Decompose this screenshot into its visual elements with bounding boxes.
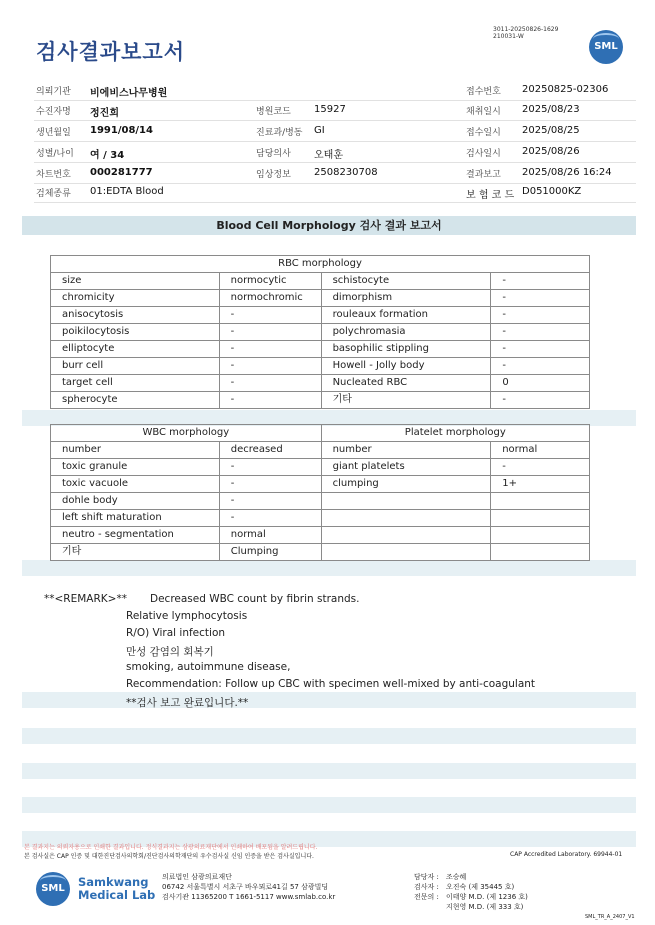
document-id — [493, 26, 558, 40]
item-result — [491, 527, 590, 544]
item-result: - — [491, 290, 590, 307]
field-value: 01:EDTA Blood — [90, 186, 164, 197]
remark-line: 만성 감염의 회복기 — [126, 646, 214, 658]
row-stripe — [22, 763, 636, 779]
item-result — [491, 510, 590, 527]
item-result: normocytic — [219, 273, 321, 290]
table-row — [51, 493, 590, 510]
item-result: - — [219, 459, 321, 476]
table-row — [51, 307, 590, 324]
wbc-platelet-table — [50, 424, 590, 561]
item-result: - — [491, 459, 590, 476]
item-result: - — [491, 307, 590, 324]
field-value: 000281777 — [90, 167, 153, 178]
item-name — [321, 527, 491, 544]
header-row — [34, 100, 636, 121]
item-name: giant platelets — [321, 459, 491, 476]
row-stripe — [22, 797, 636, 813]
footer-note-accreditation: 본 검사실은 CAP 인증 및 대한진단검사의학회/진단검사의학재단의 우수검사실 신임 인증을 받은 검사실입니다. — [24, 853, 314, 860]
field-label: 결과보고 — [466, 170, 501, 180]
header-row — [34, 80, 636, 101]
item-name — [321, 493, 491, 510]
field-label: 임상정보 — [256, 170, 291, 180]
item-result: - — [491, 341, 590, 358]
item-name: 기타 — [51, 544, 220, 561]
staff-role: 검사자 : — [414, 883, 439, 891]
item-result: - — [219, 476, 321, 493]
wbc-header: WBC morphology — [51, 425, 322, 442]
org-contact: 검사기관 11365200 T 1661-5117 www.smlab.co.kr — [162, 893, 336, 901]
item-name: schistocyte — [321, 273, 491, 290]
item-result: - — [219, 358, 321, 375]
brand-name — [78, 876, 155, 902]
field-label: 진료과/병동 — [256, 128, 303, 138]
remark-line: Decreased WBC count by fibrin strands. — [150, 593, 360, 605]
item-result: 0 — [491, 375, 590, 392]
sml-footer-logo-text: SML — [41, 883, 65, 894]
remark-line: R/O) Viral infection — [126, 627, 226, 639]
field-label: 생년월일 — [36, 128, 71, 138]
item-name: size — [51, 273, 220, 290]
header-row — [34, 142, 636, 163]
field-value: 여 / 34 — [90, 150, 125, 161]
item-name — [321, 544, 491, 561]
item-name: toxic granule — [51, 459, 220, 476]
remark-line: smoking, autoimmune disease, — [126, 661, 291, 673]
item-name: neutro - segmentation — [51, 527, 220, 544]
item-result: normochromic — [219, 290, 321, 307]
remark-label: **<REMARK>** — [44, 593, 127, 605]
table-row — [51, 358, 590, 375]
field-value: 정진희 — [90, 108, 119, 119]
field-label: 보 험 코 드 — [466, 190, 515, 201]
org-address: 06742 서울특별시 서초구 바우뫼로41길 57 삼광빌딩 — [162, 883, 329, 891]
field-value: D051000KZ — [522, 186, 582, 197]
item-result: Clumping — [219, 544, 321, 561]
item-name: dimorphism — [321, 290, 491, 307]
item-result: - — [491, 273, 590, 290]
row-stripe — [22, 560, 636, 576]
staff-name: 오진숙 (제 35445 호) — [446, 883, 515, 891]
item-name: spherocyte — [51, 392, 220, 409]
org-name: 의료법인 삼광의료재단 — [162, 873, 232, 881]
field-value: 2025/08/25 — [522, 125, 580, 136]
item-result: - — [219, 493, 321, 510]
item-name: Nucleated RBC — [321, 375, 491, 392]
report-title: 검사결과보고서 — [36, 40, 186, 64]
item-name: 기타 — [321, 392, 491, 409]
item-result: - — [219, 341, 321, 358]
section-title: Blood Cell Morphology 검사 결과 보고서 — [22, 216, 636, 235]
field-label: 수진자명 — [36, 107, 71, 117]
staff-name: 이태양 M.D. (제 1236 호) — [446, 893, 528, 901]
item-result: normal — [219, 527, 321, 544]
item-name: basophilic stippling — [321, 341, 491, 358]
field-value: 비에비스나무병원 — [90, 88, 168, 99]
table-row — [51, 375, 590, 392]
header-row — [34, 182, 636, 203]
field-label: 접수번호 — [466, 87, 501, 97]
doc-id-line-2: 210031-W — [493, 33, 524, 40]
field-label: 담당의사 — [256, 149, 291, 159]
table-row — [51, 341, 590, 358]
platelet-header: Platelet morphology — [321, 425, 589, 442]
item-result: - — [491, 358, 590, 375]
rbc-morphology-table — [50, 255, 590, 409]
field-value: 오태훈 — [314, 150, 343, 161]
row-stripe — [22, 692, 636, 708]
staff-role: 전문의 : — [414, 893, 439, 901]
sml-logo — [589, 30, 623, 64]
field-value: 20250825-02306 — [522, 84, 609, 95]
staff-name: 조승혜 — [446, 873, 467, 881]
remark-line: Relative lymphocytosis — [126, 610, 248, 622]
table-row — [51, 510, 590, 527]
staff-row — [414, 882, 528, 892]
item-name: anisocytosis — [51, 307, 220, 324]
cap-accreditation: CAP Accredited Laboratory. 69944-01 — [510, 851, 623, 858]
form-code: SML_TR_A_2407_V1 — [585, 914, 635, 920]
table-row — [51, 459, 590, 476]
sml-logo-text: SML — [594, 41, 618, 52]
staff-info — [414, 872, 528, 912]
item-result: normal — [491, 442, 590, 459]
item-name: Howell - Jolly body — [321, 358, 491, 375]
field-value: 2508230708 — [314, 167, 378, 178]
staff-row — [414, 892, 528, 902]
item-name: number — [51, 442, 220, 459]
brand-line-2: Medical Lab — [78, 888, 156, 902]
table-row — [51, 273, 590, 290]
field-label: 검체종류 — [36, 189, 71, 199]
item-name: polychromasia — [321, 324, 491, 341]
field-value: GI — [314, 125, 325, 136]
table-row — [51, 290, 590, 307]
staff-name: 지현영 M.D. (제 333 호) — [446, 903, 524, 911]
field-label: 의뢰기관 — [36, 87, 71, 97]
org-info — [162, 872, 335, 902]
staff-row — [414, 872, 528, 882]
field-value: 2025/08/23 — [522, 104, 580, 115]
field-value: 2025/08/26 — [522, 146, 580, 157]
table-row — [51, 324, 590, 341]
staff-row — [414, 902, 528, 912]
item-name: chromicity — [51, 290, 220, 307]
item-name — [321, 510, 491, 527]
field-label: 차트번호 — [36, 170, 71, 180]
doc-id-line-1: 3011-20250826-1629 — [493, 26, 559, 33]
item-name: poikilocytosis — [51, 324, 220, 341]
brand-line-1: Samkwang — [78, 875, 149, 889]
item-result: - — [491, 324, 590, 341]
item-name: target cell — [51, 375, 220, 392]
table-row — [51, 476, 590, 493]
sml-footer-logo — [36, 872, 70, 906]
item-name: dohle body — [51, 493, 220, 510]
item-name: burr cell — [51, 358, 220, 375]
field-value: 2025/08/26 16:24 — [522, 167, 612, 178]
field-value: 1991/08/14 — [90, 125, 153, 136]
field-label: 병원코드 — [256, 107, 291, 117]
staff-role: 담당자 : — [414, 873, 439, 881]
item-name: toxic vacuole — [51, 476, 220, 493]
rbc-header: RBC morphology — [51, 256, 590, 273]
field-label: 접수일시 — [466, 128, 501, 138]
item-result: - — [219, 324, 321, 341]
item-result: decreased — [219, 442, 321, 459]
field-label: 성별/나이 — [36, 149, 74, 159]
item-result: - — [219, 375, 321, 392]
item-result: - — [219, 392, 321, 409]
field-label: 채취일시 — [466, 107, 501, 117]
field-label: 검사일시 — [466, 149, 501, 159]
item-result: - — [219, 510, 321, 527]
table-row — [51, 527, 590, 544]
remark-line: Recommendation: Follow up CBC with specimen well-mixed by anti-coagulant — [126, 678, 536, 690]
header-row — [34, 121, 636, 142]
remark-line: **검사 보고 완료입니다.** — [126, 697, 249, 709]
item-result — [491, 544, 590, 561]
item-name: rouleaux formation — [321, 307, 491, 324]
item-result: - — [491, 392, 590, 409]
item-name: elliptocyte — [51, 341, 220, 358]
item-name: clumping — [321, 476, 491, 493]
item-result — [491, 493, 590, 510]
header-row — [34, 163, 636, 184]
field-value: 15927 — [314, 104, 346, 115]
item-name: left shift maturation — [51, 510, 220, 527]
row-stripe — [22, 728, 636, 744]
table-row — [51, 544, 590, 561]
table-row — [51, 392, 590, 409]
item-result: 1+ — [491, 476, 590, 493]
table-row — [51, 442, 590, 459]
item-name: number — [321, 442, 491, 459]
footer-note-print: 본 결과지는 의뢰자용으로 인쇄한 결과입니다. 정식결과지는 삼광의료재단에서 인쇄하여 배포됨을 알려드립니다. — [24, 844, 318, 851]
item-result: - — [219, 307, 321, 324]
